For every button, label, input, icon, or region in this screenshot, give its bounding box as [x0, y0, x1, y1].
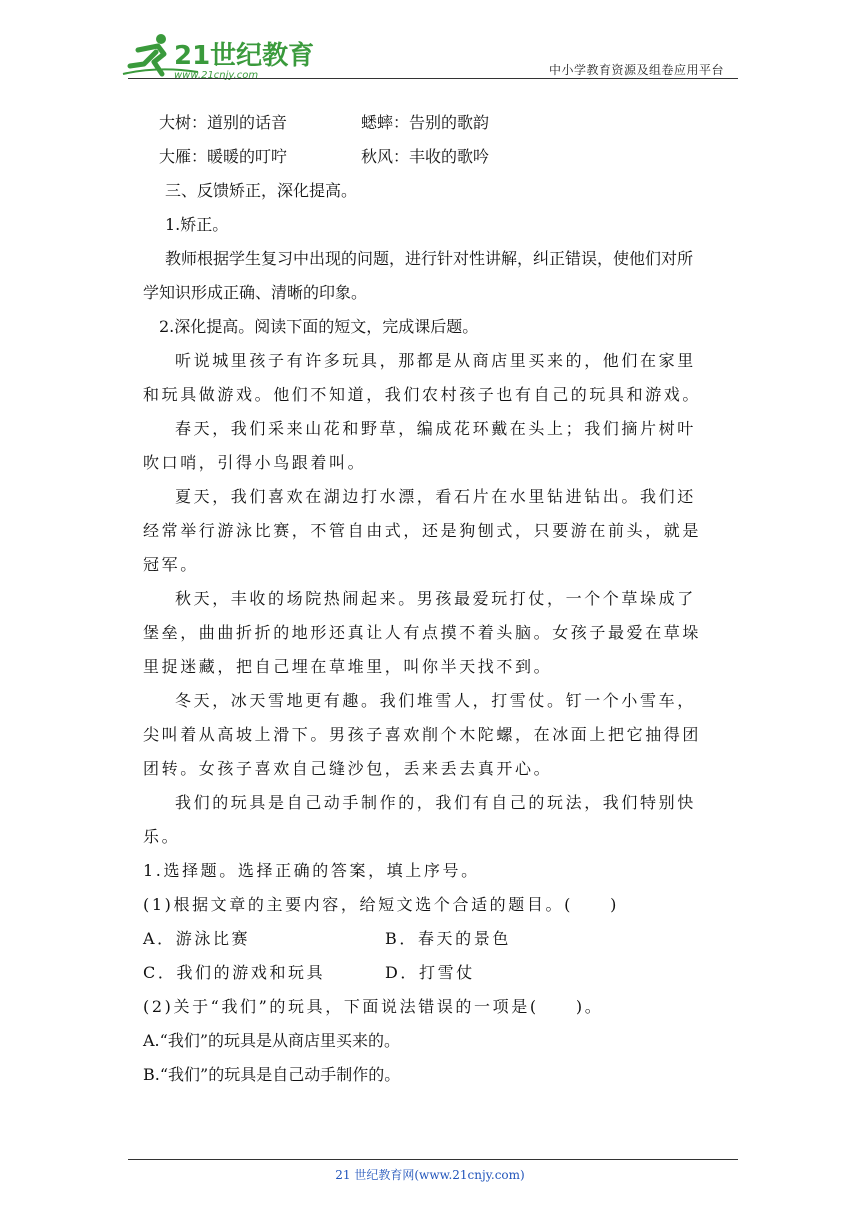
site-tagline: 中小学教育资源及组卷应用平台	[548, 63, 724, 77]
item-deepen: 2.深化提高。阅读下面的短文，完成课后题。	[159, 317, 479, 336]
question-2: (2)关于“我们”的玩具，下面说法错误的一项是( )。	[143, 997, 604, 1016]
pair-cricket: 蟋蟀：告别的歌韵	[361, 113, 490, 132]
passage-line: 吹口哨，引得小鸟跟着叫。	[143, 453, 367, 472]
pair-row-1	[143, 106, 743, 140]
pair-tree: 大树：道别的话音	[159, 113, 288, 132]
passage-line: 冬天，冰天雪地更有趣。我们堆雪人，打雪仗。钉一个小雪车，	[175, 691, 696, 710]
question-title: 1.选择题。选择正确的答案，填上序号。	[143, 861, 480, 880]
logo-url: www.21cnjy.com	[174, 70, 259, 81]
pair-wind: 秋风：丰收的歌吟	[361, 147, 490, 166]
passage-line: 堡垒，曲曲折折的地形还真让人有点摸不着头脑。女孩子最爱在草垛	[143, 623, 702, 642]
footer-divider	[128, 1159, 738, 1160]
section-heading: 三、反馈矫正，深化提高。	[165, 181, 358, 200]
passage-line: 夏天，我们喜欢在湖边打水漂，看石片在水里钻进钻出。我们还	[175, 487, 696, 506]
passage-line: 冠军。	[143, 555, 199, 574]
logo-text: 21世纪教育	[174, 41, 315, 71]
passage-line: 经常举行游泳比赛，不管自由式，还是狗刨式，只要游在前头，就是	[143, 521, 702, 540]
q2-option-b: B.“我们”的玩具是自己动手制作的。	[143, 1065, 401, 1084]
q1-options-row-1	[143, 922, 743, 956]
q1-options-row-2	[143, 956, 743, 990]
passage-line: 团转。女孩子喜欢自己缝沙包，丢来丢去真开心。	[143, 759, 553, 778]
option-a: A．游泳比赛	[143, 929, 251, 948]
pair-goose: 大雁：暖暖的叮咛	[159, 147, 288, 166]
runner-logo-icon	[118, 30, 315, 82]
paragraph-teacher-line1: 教师根据学生复习中出现的问题，进行针对性讲解，纠正错误，使他们对所	[165, 249, 694, 268]
option-d: D．打雪仗	[385, 963, 475, 982]
paragraph-teacher-line2: 学知识形成正确、清晰的印象。	[143, 283, 368, 302]
option-c: C．我们的游戏和玩具	[143, 963, 326, 982]
q2-option-a: A.“我们”的玩具是从商店里买来的。	[143, 1031, 401, 1050]
logo	[118, 30, 315, 82]
passage-line: 尖叫着从高坡上滑下。男孩子喜欢削个木陀螺，在冰面上把它抽得团	[143, 725, 702, 744]
question-1: (1)根据文章的主要内容，给短文选个合适的题目。( )	[143, 895, 619, 914]
passage-line: 春天，我们采来山花和野草，编成花环戴在头上；我们摘片树叶	[175, 419, 696, 438]
document-body	[143, 106, 743, 1092]
item-correction: 1.矫正。	[165, 215, 229, 234]
passage-line: 秋天，丰收的场院热闹起来。男孩最爱玩打仗，一个个草垛成了	[175, 589, 696, 608]
passage-line: 听说城里孩子有许多玩具，那都是从商店里买来的，他们在家里	[175, 351, 696, 370]
header-divider	[128, 78, 738, 79]
passage-line: 和玩具做游戏。他们不知道，我们农村孩子也有自己的玩具和游戏。	[143, 385, 702, 404]
passage-line: 乐。	[143, 827, 181, 846]
page-header	[0, 0, 860, 90]
footer-text: 21 世纪教育网(www.21cnjy.com)	[335, 1168, 525, 1182]
pair-row-2	[143, 140, 743, 174]
passage-line: 我们的玩具是自己动手制作的，我们有自己的玩法，我们特别快	[175, 793, 696, 812]
option-b: B．春天的景色	[385, 929, 511, 948]
passage-line: 里捉迷藏，把自己埋在草堆里，叫你半天找不到。	[143, 657, 553, 676]
